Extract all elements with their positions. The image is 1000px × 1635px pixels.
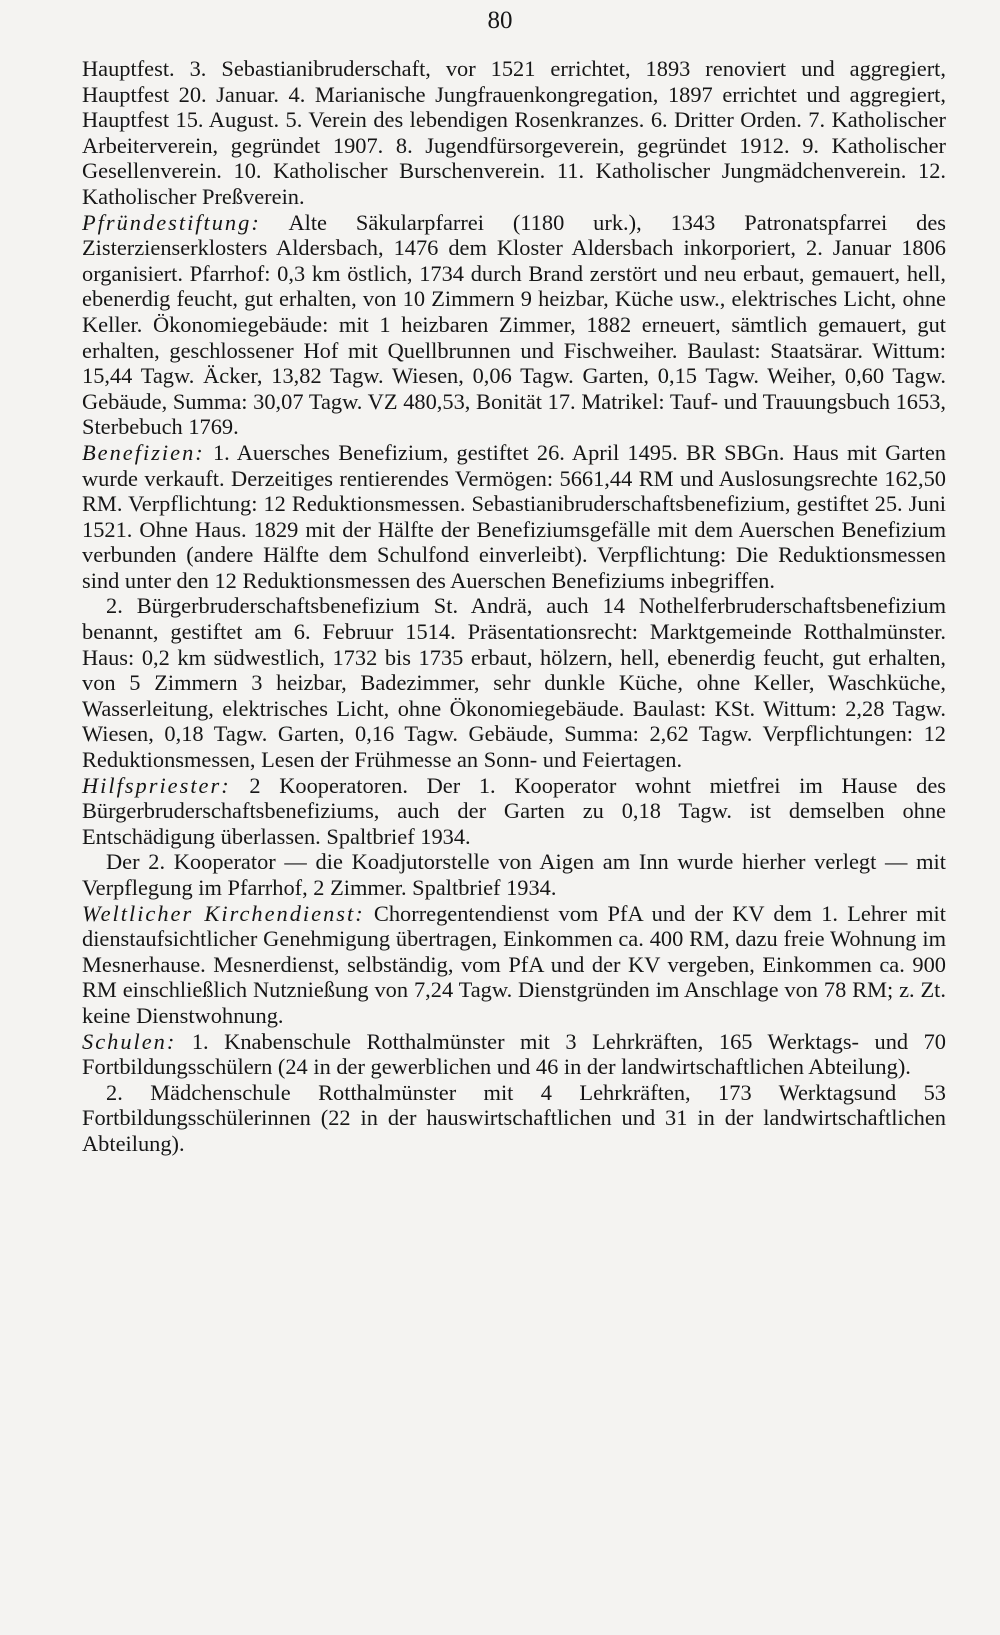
paragraph-associations: [82, 56, 946, 210]
page-number: 80: [487, 7, 513, 34]
paragraph-benefizien: [82, 440, 946, 594]
section-heading: Hilfspriester:: [82, 772, 231, 798]
paragraph-text: 2. Mädchenschule Rotthalmünster mit 4 Lehrkräften, 173 Werktagsund 53 Fortbildungsschülerinnen (22 in der hauswirtschaftlichen und 31 in der landwirtschaftlichen Abteilung).: [82, 1079, 946, 1156]
paragraph-pfruendestiftung: [82, 210, 946, 440]
paragraph-maedchenschule: [82, 1080, 946, 1157]
body-text: [82, 56, 946, 1157]
section-heading: Weltlicher Kirchendienst:: [82, 900, 365, 926]
section-heading: Schulen:: [82, 1028, 177, 1054]
paragraph-text: 2. Bürgerbruderschaftsbenefizium St. Andrä, auch 14 Nothelferbruderschaftsbenefizium benannt, gestiftet am 6. Februur 1514. Präsentationsrecht: Marktgemeinde Rotthalmünster. Haus: 0,2 km südwestlich, 1732 bis 1735 erbaut, hölzern, hell, ebenerdig feucht, gut erhalten, von 5 Zimmern 3 heizbar, Badezimmer, sehr dunkle Küche, ohne Keller, Waschküche, Wasserleitung, elektrisches Licht, ohne Ökonomiegebäude. Baulast: KSt. Wittum: 2,28 Tagw. Wiesen, 0,18 Tagw. Garten, 0,16 Tagw. Gebäude, Summa: 2,62 Tagw. Verpflichtungen: 12 Reduktionsmessen, Lesen der Frühmesse an Sonn- und Feiertagen.: [82, 593, 946, 773]
paragraph-text: Alte Säkularpfarrei (1180 urk.), 1343 Patronatspfarrei des Zisterzienserklosters Aldersbach, 1476 dem Kloster Aldersbach inkorporiert, 2. Januar 1806 organisiert. Pfarrhof: 0,3 km östlich, 1734 durch Brand zerstört und neu erbaut, gemauert, hell, ebenerdig feucht, gut erhalten, von 10 Zimmern 9 heizbar, Küche usw., elektrisches Licht, ohne Keller. Ökonomiegebäude: mit 1 heizbaren Zimmer, 1882 erneuert, sämtlich gemauert, gut erhalten, geschlossener Hof mit Quellbrunnen und Fischweiher. Baulast: Staatsärar. Wittum: 15,44 Tagw. Äcker, 13,82 Tagw. Wiesen, 0,06 Tagw. Garten, 0,15 Tagw. Weiher, 0,60 Tagw. Gebäude, Summa: 30,07 Tagw. VZ 480,53, Bonität 17. Matrikel: Tauf- und Trauungsbuch 1653, Sterbebuch 1769.: [82, 209, 946, 440]
paragraph-kirchendienst: [82, 901, 946, 1029]
paragraph-text: 1. Auersches Benefizium, gestiftet 26. April 1495. BR SBGn. Haus mit Garten wurde verkauft. Derzeitiges rentierendes Vermögen: 5661,44 RM und Auslosungsrechte 162,50 RM. Verpflichtung: 12 Reduktionsmessen. Sebastianibruderschaftsbenefizium, gestiftet 25. Juni 1521. Ohne Haus. 1829 mit der Hälfte der Benefiziumsgefälle mit dem Auerschen Benefizium verbunden (andere Hälfte dem Schulfond einverleibt). Verpflichtung: Die Reduktionsmessen sind unter den 12 Reduktionsmessen des Auerschen Benefiziums inbegriffen.: [82, 439, 946, 593]
section-heading: Pfründestiftung:: [82, 209, 261, 235]
paragraph-schulen: [82, 1029, 946, 1080]
paragraph-text: Der 2. Kooperator — die Koadjutorstelle von Aigen am Inn wurde hierher verlegt — mit Verpflegung im Pfarrhof, 2 Zimmer. Spaltbrief 1934.: [82, 849, 946, 900]
paragraph-kooperator-2: [82, 849, 946, 900]
paragraph-buergerbruderschaft: [82, 593, 946, 772]
paragraph-hilfspriester: [82, 773, 946, 850]
paragraph-text: 1. Knabenschule Rotthalmünster mit 3 Lehrkräften, 165 Werktags- und 70 Fortbildungsschülern (24 in der gewerblichen und 46 in der landwirtschaftlichen Abteilung).: [82, 1028, 946, 1080]
paragraph-text: Chorregentendienst vom PfA und der KV dem 1. Lehrer mit dienstaufsichtlicher Genehmigung übertragen, Einkommen ca. 400 RM, dazu freie Wohnung im Mesnerhause. Mesnerdienst, selbständig, vom PfA und der KV vergeben, Einkommen ca. 900 RM einschließlich Nutznießung von 7,24 Tagw. Dienstgründen im Anschlage von 78 RM; z. Zt. keine Dienstwohnung.: [82, 900, 946, 1028]
section-heading: Benefizien:: [82, 439, 205, 465]
paragraph-text: 2 Kooperatoren. Der 1. Kooperator wohnt mietfrei im Hause des Bürgerbruderschaftsbenefiziums, auch der Garten zu 0,18 Tagw. ist demselben ohne Entschädigung überlassen. Spaltbrief 1934.: [82, 772, 946, 849]
paragraph-text: Hauptfest. 3. Sebastianibruderschaft, vor 1521 errichtet, 1893 renoviert und aggregiert, Hauptfest 20. Januar. 4. Marianische Jungfrauenkongregation, 1897 errichtet und aggregiert, Hauptfest 15. August. 5. Verein des lebendigen Rosenkranzes. 6. Dritter Orden. 7. Katholischer Arbeiterverein, gegründet 1907. 8. Jugendfürsorgeverein, gegründet 1912. 9. Katholischer Gesellenverein. 10. Katholischer Burschenverein. 11. Katholischer Jungmädchenverein. 12. Katholischer Preßverein.: [82, 56, 946, 209]
